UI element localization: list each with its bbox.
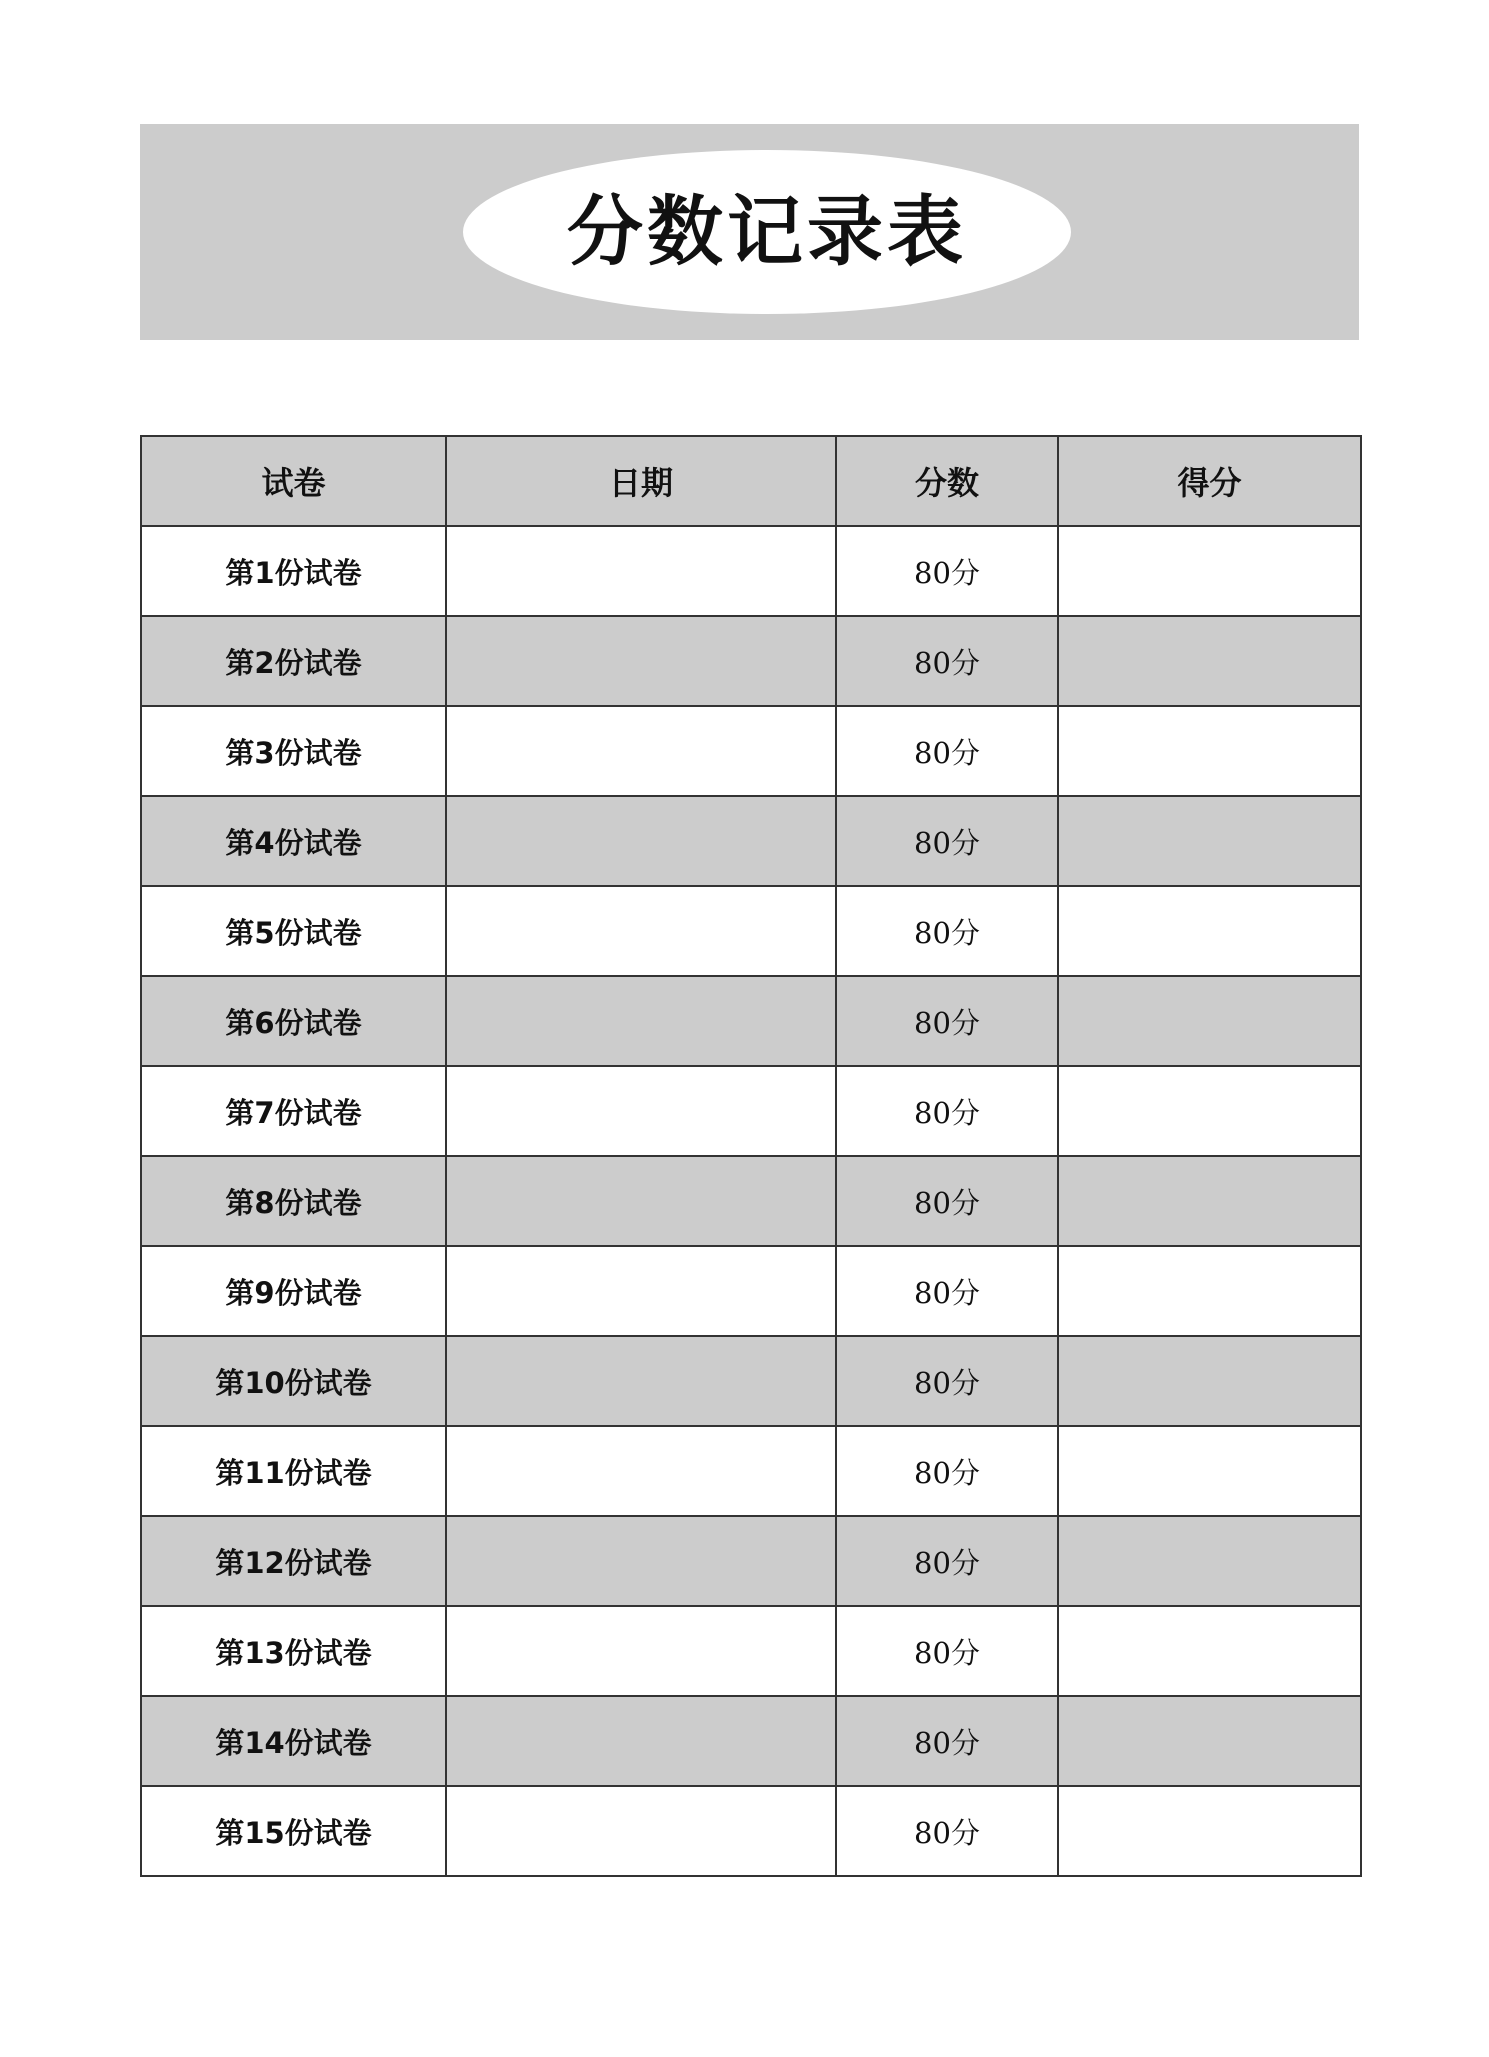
full-score-cell: 80分 <box>836 1156 1058 1246</box>
obtained-score-cell[interactable] <box>1058 1606 1361 1696</box>
table-row <box>141 1696 1361 1786</box>
full-score-cell: 80分 <box>836 526 1058 616</box>
date-cell[interactable] <box>446 886 836 976</box>
exam-name-cell: 第6份试卷 <box>141 976 446 1066</box>
table-row <box>141 1336 1361 1426</box>
exam-name-cell: 第4份试卷 <box>141 796 446 886</box>
table-row <box>141 1606 1361 1696</box>
date-cell[interactable] <box>446 616 836 706</box>
date-cell[interactable] <box>446 1336 836 1426</box>
header-score: 分数 <box>836 436 1058 526</box>
obtained-score-cell[interactable] <box>1058 1696 1361 1786</box>
obtained-score-cell[interactable] <box>1058 1066 1361 1156</box>
obtained-score-cell[interactable] <box>1058 886 1361 976</box>
full-score-cell: 80分 <box>836 796 1058 886</box>
table-row <box>141 1516 1361 1606</box>
full-score-cell: 80分 <box>836 1786 1058 1876</box>
table-row <box>141 706 1361 796</box>
obtained-score-cell[interactable] <box>1058 526 1361 616</box>
exam-name-cell: 第14份试卷 <box>141 1696 446 1786</box>
full-score-cell: 80分 <box>836 1426 1058 1516</box>
table-row <box>141 1246 1361 1336</box>
exam-name-cell: 第5份试卷 <box>141 886 446 976</box>
table-row <box>141 796 1361 886</box>
obtained-score-cell[interactable] <box>1058 1246 1361 1336</box>
obtained-score-cell[interactable] <box>1058 706 1361 796</box>
exam-name-cell: 第8份试卷 <box>141 1156 446 1246</box>
date-cell[interactable] <box>446 1516 836 1606</box>
obtained-score-cell[interactable] <box>1058 1426 1361 1516</box>
table-row <box>141 616 1361 706</box>
table-header-row <box>141 436 1361 526</box>
exam-name-cell: 第2份试卷 <box>141 616 446 706</box>
exam-name-cell: 第11份试卷 <box>141 1426 446 1516</box>
full-score-cell: 80分 <box>836 616 1058 706</box>
date-cell[interactable] <box>446 1156 836 1246</box>
exam-name-cell: 第7份试卷 <box>141 1066 446 1156</box>
header-obtained: 得分 <box>1058 436 1361 526</box>
table-row <box>141 1156 1361 1246</box>
page-title: 分数记录表 <box>567 187 967 276</box>
date-cell[interactable] <box>446 1066 836 1156</box>
obtained-score-cell[interactable] <box>1058 1516 1361 1606</box>
date-cell[interactable] <box>446 796 836 886</box>
title-banner <box>140 124 1359 340</box>
full-score-cell: 80分 <box>836 886 1058 976</box>
date-cell[interactable] <box>446 976 836 1066</box>
date-cell[interactable] <box>446 1606 836 1696</box>
date-cell[interactable] <box>446 1426 836 1516</box>
full-score-cell: 80分 <box>836 976 1058 1066</box>
table-row <box>141 886 1361 976</box>
table-row <box>141 1786 1361 1876</box>
exam-name-cell: 第13份试卷 <box>141 1606 446 1696</box>
table-row <box>141 976 1361 1066</box>
obtained-score-cell[interactable] <box>1058 1336 1361 1426</box>
table-body <box>141 526 1361 1876</box>
full-score-cell: 80分 <box>836 1696 1058 1786</box>
table-row <box>141 526 1361 616</box>
full-score-cell: 80分 <box>836 706 1058 796</box>
obtained-score-cell[interactable] <box>1058 1786 1361 1876</box>
table-row <box>141 1066 1361 1156</box>
full-score-cell: 80分 <box>836 1516 1058 1606</box>
date-cell[interactable] <box>446 706 836 796</box>
date-cell[interactable] <box>446 1696 836 1786</box>
obtained-score-cell[interactable] <box>1058 1156 1361 1246</box>
full-score-cell: 80分 <box>836 1336 1058 1426</box>
exam-name-cell: 第3份试卷 <box>141 706 446 796</box>
full-score-cell: 80分 <box>836 1246 1058 1336</box>
header-date: 日期 <box>446 436 836 526</box>
date-cell[interactable] <box>446 1786 836 1876</box>
exam-name-cell: 第1份试卷 <box>141 526 446 616</box>
exam-name-cell: 第10份试卷 <box>141 1336 446 1426</box>
score-record-table <box>140 435 1362 1877</box>
date-cell[interactable] <box>446 526 836 616</box>
exam-name-cell: 第15份试卷 <box>141 1786 446 1876</box>
date-cell[interactable] <box>446 1246 836 1336</box>
obtained-score-cell[interactable] <box>1058 616 1361 706</box>
obtained-score-cell[interactable] <box>1058 976 1361 1066</box>
header-exam: 试卷 <box>141 436 446 526</box>
exam-name-cell: 第9份试卷 <box>141 1246 446 1336</box>
title-oval <box>463 150 1071 314</box>
full-score-cell: 80分 <box>836 1606 1058 1696</box>
exam-name-cell: 第12份试卷 <box>141 1516 446 1606</box>
obtained-score-cell[interactable] <box>1058 796 1361 886</box>
table-row <box>141 1426 1361 1516</box>
full-score-cell: 80分 <box>836 1066 1058 1156</box>
